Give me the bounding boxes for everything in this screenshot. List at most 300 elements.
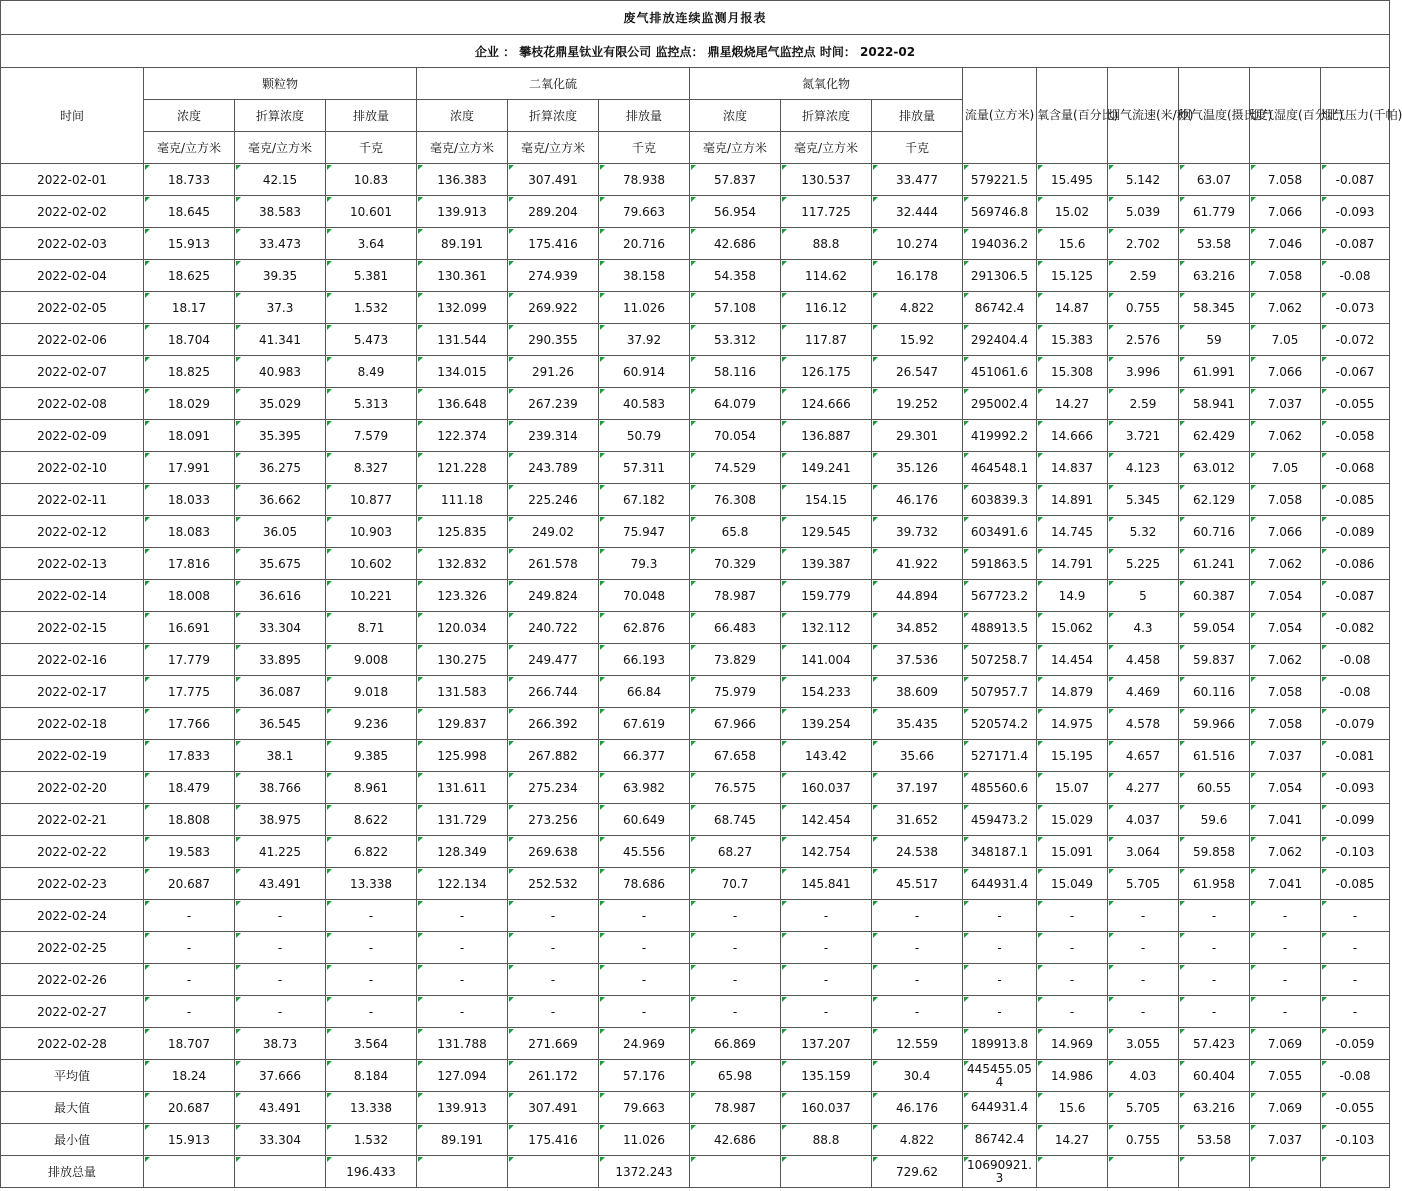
table-cell: 10.274 [872, 228, 963, 260]
table-cell: 7.05 [1250, 324, 1321, 356]
table-cell: - [235, 996, 326, 1028]
table-cell: 36.05 [235, 516, 326, 548]
table-cell: 527171.4 [963, 740, 1037, 772]
table-row [1, 420, 1390, 452]
table-cell: 59.858 [1179, 836, 1250, 868]
table-cell: 159.779 [781, 580, 872, 612]
table-cell: 7.054 [1250, 580, 1321, 612]
table-cell: 348187.1 [963, 836, 1037, 868]
table-cell: 7.579 [326, 420, 417, 452]
table-cell: 65.8 [690, 516, 781, 548]
header-temperature: 烟气温度(摄氏度) [1179, 68, 1250, 164]
table-cell: 11.026 [599, 1124, 690, 1156]
table-cell: 5.32 [1108, 516, 1179, 548]
table-cell: 10.83 [326, 164, 417, 196]
table-cell: -0.085 [1321, 484, 1390, 516]
table-cell: 78.938 [599, 164, 690, 196]
table-row [1, 324, 1390, 356]
table-cell: - [144, 996, 235, 1028]
table-cell: 134.015 [417, 356, 508, 388]
table-cell: 79.663 [599, 196, 690, 228]
table-cell: 4.469 [1108, 676, 1179, 708]
table-cell: 131.788 [417, 1028, 508, 1060]
table-cell [1321, 1156, 1390, 1188]
table-cell: - [1179, 900, 1250, 932]
table-cell: 4.123 [1108, 452, 1179, 484]
table-cell: - [690, 932, 781, 964]
table-cell: 18.825 [144, 356, 235, 388]
table-cell: 76.575 [690, 772, 781, 804]
table-cell: 1372.243 [599, 1156, 690, 1188]
table-cell: 37.666 [235, 1060, 326, 1092]
table-cell: 8.961 [326, 772, 417, 804]
table-cell: 4.657 [1108, 740, 1179, 772]
table-cell: 10.601 [326, 196, 417, 228]
table-cell: 1.532 [326, 1124, 417, 1156]
table-cell: 127.094 [417, 1060, 508, 1092]
table-cell: 175.416 [508, 1124, 599, 1156]
table-cell: 66.377 [599, 740, 690, 772]
table-cell: 33.895 [235, 644, 326, 676]
table-cell: 485560.6 [963, 772, 1037, 804]
table-cell: - [1037, 996, 1108, 1028]
table-cell: - [1037, 900, 1108, 932]
table-cell: 128.349 [417, 836, 508, 868]
row-label: 平均值 [1, 1060, 144, 1092]
row-date: 2022-02-19 [1, 740, 144, 772]
table-cell: 274.939 [508, 260, 599, 292]
table-cell: -0.086 [1321, 548, 1390, 580]
table-cell: 60.404 [1179, 1060, 1250, 1092]
table-cell: 11.026 [599, 292, 690, 324]
table-cell: 62.429 [1179, 420, 1250, 452]
table-cell: 240.722 [508, 612, 599, 644]
table-cell: 29.301 [872, 420, 963, 452]
table-cell: 15.92 [872, 324, 963, 356]
table-cell: 15.913 [144, 1124, 235, 1156]
table-cell: -0.087 [1321, 228, 1390, 260]
table-cell: 76.308 [690, 484, 781, 516]
table-cell: 603491.6 [963, 516, 1037, 548]
row-date: 2022-02-11 [1, 484, 144, 516]
table-cell: 3.64 [326, 228, 417, 260]
table-cell: 63.012 [1179, 452, 1250, 484]
unit-so2-concentration: 毫克/立方米 [417, 132, 508, 164]
table-cell: 73.829 [690, 644, 781, 676]
table-cell: 38.158 [599, 260, 690, 292]
table-cell: - [690, 964, 781, 996]
table-cell: -0.082 [1321, 612, 1390, 644]
table-cell: 132.832 [417, 548, 508, 580]
table-cell: 271.669 [508, 1028, 599, 1060]
header-nox-emission: 排放量 [872, 100, 963, 132]
table-cell: 33.477 [872, 164, 963, 196]
table-cell: 18.24 [144, 1060, 235, 1092]
table-cell: 40.983 [235, 356, 326, 388]
table-cell: 7.05 [1250, 452, 1321, 484]
table-cell: - [1179, 964, 1250, 996]
table-cell: 56.954 [690, 196, 781, 228]
table-cell: 117.87 [781, 324, 872, 356]
table-cell: -0.08 [1321, 644, 1390, 676]
header-humidity: 烟气湿度(百分比) [1250, 68, 1321, 164]
table-cell: 14.27 [1037, 388, 1108, 420]
table-cell: 50.79 [599, 420, 690, 452]
table-row [1, 484, 1390, 516]
table-cell: - [508, 900, 599, 932]
table-cell: 7.055 [1250, 1060, 1321, 1092]
table-cell: - [1108, 900, 1179, 932]
row-label: 最大值 [1, 1092, 144, 1124]
table-cell: - [144, 932, 235, 964]
table-cell: 60.649 [599, 804, 690, 836]
table-cell: 10.877 [326, 484, 417, 516]
table-cell: - [326, 932, 417, 964]
table-cell: 507957.7 [963, 676, 1037, 708]
table-cell: 10.221 [326, 580, 417, 612]
row-date: 2022-02-05 [1, 292, 144, 324]
table-cell: 124.666 [781, 388, 872, 420]
table-cell: - [1250, 900, 1321, 932]
table-cell [144, 1156, 235, 1188]
table-cell: -0.055 [1321, 1092, 1390, 1124]
table-cell: 5.313 [326, 388, 417, 420]
table-cell: 145.841 [781, 868, 872, 900]
table-cell: 123.326 [417, 580, 508, 612]
table-cell: - [690, 900, 781, 932]
table-cell: 8.49 [326, 356, 417, 388]
table-cell: - [1321, 964, 1390, 996]
table-cell: 60.116 [1179, 676, 1250, 708]
row-date: 2022-02-24 [1, 900, 144, 932]
table-cell: 66.483 [690, 612, 781, 644]
table-cell: 35.675 [235, 548, 326, 580]
table-cell: - [326, 964, 417, 996]
table-cell: 58.345 [1179, 292, 1250, 324]
table-cell: - [144, 964, 235, 996]
table-cell: 17.833 [144, 740, 235, 772]
table-cell: 15.049 [1037, 868, 1108, 900]
table-cell: 43.491 [235, 868, 326, 900]
table-cell: - [963, 964, 1037, 996]
table-cell: 4.03 [1108, 1060, 1179, 1092]
table-cell: 13.338 [326, 1092, 417, 1124]
table-cell: 86742.4 [963, 1124, 1037, 1156]
table-cell [1108, 1156, 1179, 1188]
table-cell: 273.256 [508, 804, 599, 836]
row-date: 2022-02-10 [1, 452, 144, 484]
table-cell: -0.08 [1321, 1060, 1390, 1092]
table-cell: 15.195 [1037, 740, 1108, 772]
table-cell: 39.35 [235, 260, 326, 292]
table-cell: 16.178 [872, 260, 963, 292]
table-cell: 2.702 [1108, 228, 1179, 260]
table-cell: 79.663 [599, 1092, 690, 1124]
table-cell: 53.58 [1179, 228, 1250, 260]
table-cell: 66.84 [599, 676, 690, 708]
table-row [1, 612, 1390, 644]
table-row [1, 260, 1390, 292]
table-cell: 125.835 [417, 516, 508, 548]
table-cell: 419992.2 [963, 420, 1037, 452]
table-cell: 15.6 [1037, 228, 1108, 260]
table-cell: 70.7 [690, 868, 781, 900]
table-cell: 17.779 [144, 644, 235, 676]
table-cell: 15.091 [1037, 836, 1108, 868]
row-date: 2022-02-13 [1, 548, 144, 580]
table-cell: 143.42 [781, 740, 872, 772]
table-cell: 7.062 [1250, 292, 1321, 324]
table-cell: 130.537 [781, 164, 872, 196]
table-cell: 18.033 [144, 484, 235, 516]
table-cell: - [599, 900, 690, 932]
total-row [1, 1156, 1390, 1188]
table-cell: -0.059 [1321, 1028, 1390, 1060]
table-cell: 7.041 [1250, 868, 1321, 900]
table-cell: 46.176 [872, 1092, 963, 1124]
unit-nox-concentration: 毫克/立方米 [690, 132, 781, 164]
table-cell: - [508, 964, 599, 996]
table-cell: 0.755 [1108, 1124, 1179, 1156]
table-cell: 0.755 [1108, 292, 1179, 324]
table-cell: 7.066 [1250, 196, 1321, 228]
table-cell: -0.087 [1321, 580, 1390, 612]
table-row [1, 804, 1390, 836]
table-cell: 225.246 [508, 484, 599, 516]
table-cell: 26.547 [872, 356, 963, 388]
unit-pm-converted: 毫克/立方米 [235, 132, 326, 164]
row-date: 2022-02-03 [1, 228, 144, 260]
table-cell: 5.225 [1108, 548, 1179, 580]
table-cell: 33.304 [235, 612, 326, 644]
table-cell: 507258.7 [963, 644, 1037, 676]
table-cell: - [417, 900, 508, 932]
table-cell: 63.982 [599, 772, 690, 804]
table-cell [1179, 1156, 1250, 1188]
table-cell: - [1321, 996, 1390, 1028]
table-cell: 31.652 [872, 804, 963, 836]
table-cell: 18.733 [144, 164, 235, 196]
table-cell: 36.616 [235, 580, 326, 612]
table-cell: - [1108, 996, 1179, 1028]
table-cell: 59.837 [1179, 644, 1250, 676]
table-cell: 269.638 [508, 836, 599, 868]
table-cell: 14.87 [1037, 292, 1108, 324]
table-cell: 33.473 [235, 228, 326, 260]
table-cell: 291306.5 [963, 260, 1037, 292]
row-label: 排放总量 [1, 1156, 144, 1188]
table-cell: 136.648 [417, 388, 508, 420]
table-cell: 18.625 [144, 260, 235, 292]
table-cell: 266.744 [508, 676, 599, 708]
table-cell: 4.458 [1108, 644, 1179, 676]
table-row [1, 932, 1390, 964]
table-cell [690, 1156, 781, 1188]
table-row [1, 228, 1390, 260]
table-cell: 8.327 [326, 452, 417, 484]
table-cell: 67.966 [690, 708, 781, 740]
header-nox-converted: 折算浓度 [781, 100, 872, 132]
table-cell: 249.02 [508, 516, 599, 548]
table-cell: 59.054 [1179, 612, 1250, 644]
table-cell: 62.876 [599, 612, 690, 644]
table-cell: 43.491 [235, 1092, 326, 1124]
table-cell: 5.705 [1108, 1092, 1179, 1124]
table-cell: 14.969 [1037, 1028, 1108, 1060]
table-cell: 35.395 [235, 420, 326, 452]
table-cell: 2.59 [1108, 260, 1179, 292]
table-cell: 464548.1 [963, 452, 1037, 484]
table-cell: 111.18 [417, 484, 508, 516]
table-row [1, 452, 1390, 484]
table-cell: 32.444 [872, 196, 963, 228]
unit-nox-converted: 毫克/立方米 [781, 132, 872, 164]
header-so2-emission: 排放量 [599, 100, 690, 132]
table-cell: 57.423 [1179, 1028, 1250, 1060]
table-cell: -0.081 [1321, 740, 1390, 772]
table-cell: 34.852 [872, 612, 963, 644]
table-cell: 18.029 [144, 388, 235, 420]
table-cell: 78.987 [690, 1092, 781, 1124]
table-cell: 70.329 [690, 548, 781, 580]
table-cell: - [144, 900, 235, 932]
table-cell: 18.479 [144, 772, 235, 804]
table-cell: -0.058 [1321, 420, 1390, 452]
table-cell: 9.018 [326, 676, 417, 708]
table-cell: -0.093 [1321, 196, 1390, 228]
table-cell: 7.066 [1250, 516, 1321, 548]
table-cell: 68.27 [690, 836, 781, 868]
table-cell: 5.381 [326, 260, 417, 292]
table-cell: 10.602 [326, 548, 417, 580]
table-cell: - [235, 964, 326, 996]
table-cell: 24.538 [872, 836, 963, 868]
table-cell: 67.658 [690, 740, 781, 772]
table-cell: 149.241 [781, 452, 872, 484]
table-cell: 129.837 [417, 708, 508, 740]
row-date: 2022-02-07 [1, 356, 144, 388]
table-cell [508, 1156, 599, 1188]
table-cell: 65.98 [690, 1060, 781, 1092]
table-cell: 7.058 [1250, 164, 1321, 196]
table-cell: 24.969 [599, 1028, 690, 1060]
table-row [1, 196, 1390, 228]
header-time: 时间 [1, 68, 144, 164]
table-cell: 40.583 [599, 388, 690, 420]
table-cell: 7.062 [1250, 836, 1321, 868]
table-cell: - [1321, 932, 1390, 964]
unit-so2-converted: 毫克/立方米 [508, 132, 599, 164]
table-cell: 160.037 [781, 772, 872, 804]
table-cell: -0.072 [1321, 324, 1390, 356]
table-cell: 75.947 [599, 516, 690, 548]
table-cell: 129.545 [781, 516, 872, 548]
table-cell: 17.816 [144, 548, 235, 580]
table-row [1, 964, 1390, 996]
table-cell: 2.59 [1108, 388, 1179, 420]
table-cell: 67.619 [599, 708, 690, 740]
row-date: 2022-02-08 [1, 388, 144, 420]
table-cell: 57.311 [599, 452, 690, 484]
row-label: 最小值 [1, 1124, 144, 1156]
table-cell: - [1108, 932, 1179, 964]
table-cell: 5.039 [1108, 196, 1179, 228]
table-cell: -0.093 [1321, 772, 1390, 804]
table-cell: 38.1 [235, 740, 326, 772]
table-row [1, 1028, 1390, 1060]
table-cell: 61.241 [1179, 548, 1250, 580]
table-row [1, 580, 1390, 612]
table-cell: 7.069 [1250, 1028, 1321, 1060]
table-cell: 14.791 [1037, 548, 1108, 580]
table-cell: 8.184 [326, 1060, 417, 1092]
table-cell: 38.766 [235, 772, 326, 804]
table-cell: 70.048 [599, 580, 690, 612]
table-row [1, 388, 1390, 420]
unit-pm-emission: 千克 [326, 132, 417, 164]
table-cell: -0.103 [1321, 1124, 1390, 1156]
table-cell: -0.087 [1321, 164, 1390, 196]
table-cell: 14.666 [1037, 420, 1108, 452]
header-flow: 流量(立方米) [963, 68, 1037, 164]
table-cell: - [781, 900, 872, 932]
table-cell: -0.079 [1321, 708, 1390, 740]
table-cell: 61.958 [1179, 868, 1250, 900]
table-cell: - [1037, 964, 1108, 996]
table-cell: 291.26 [508, 356, 599, 388]
table-row [1, 548, 1390, 580]
table-cell: 63.07 [1179, 164, 1250, 196]
table-cell: 307.491 [508, 164, 599, 196]
table-cell: 57.108 [690, 292, 781, 324]
table-cell: 36.545 [235, 708, 326, 740]
table-cell: 79.3 [599, 548, 690, 580]
table-cell: 295002.4 [963, 388, 1037, 420]
table-cell: 488913.5 [963, 612, 1037, 644]
table-cell: - [1321, 900, 1390, 932]
table-cell: 53.58 [1179, 1124, 1250, 1156]
table-cell: 4.822 [872, 1124, 963, 1156]
table-cell: 126.175 [781, 356, 872, 388]
table-cell: 154.233 [781, 676, 872, 708]
table-cell: - [690, 996, 781, 1028]
table-cell: 63.216 [1179, 260, 1250, 292]
table-cell: 5.142 [1108, 164, 1179, 196]
table-cell: - [963, 900, 1037, 932]
table-cell: 8.71 [326, 612, 417, 644]
table-cell: 116.12 [781, 292, 872, 324]
table-cell: 42.686 [690, 1124, 781, 1156]
table-cell: 603839.3 [963, 484, 1037, 516]
table-cell: 139.387 [781, 548, 872, 580]
table-cell: 18.645 [144, 196, 235, 228]
row-date: 2022-02-15 [1, 612, 144, 644]
table-cell: 15.383 [1037, 324, 1108, 356]
report-title: 废气排放连续监测月报表 [1, 1, 1390, 35]
table-cell: 8.622 [326, 804, 417, 836]
table-row [1, 772, 1390, 804]
table-cell: - [963, 932, 1037, 964]
table-cell: - [1250, 964, 1321, 996]
table-cell: 70.054 [690, 420, 781, 452]
table-cell: 36.662 [235, 484, 326, 516]
table-cell: - [235, 900, 326, 932]
header-so2: 二氧化硫 [417, 68, 690, 100]
table-cell: 62.129 [1179, 484, 1250, 516]
table-cell: 75.979 [690, 676, 781, 708]
table-cell: 7.054 [1250, 612, 1321, 644]
unit-nox-emission: 千克 [872, 132, 963, 164]
